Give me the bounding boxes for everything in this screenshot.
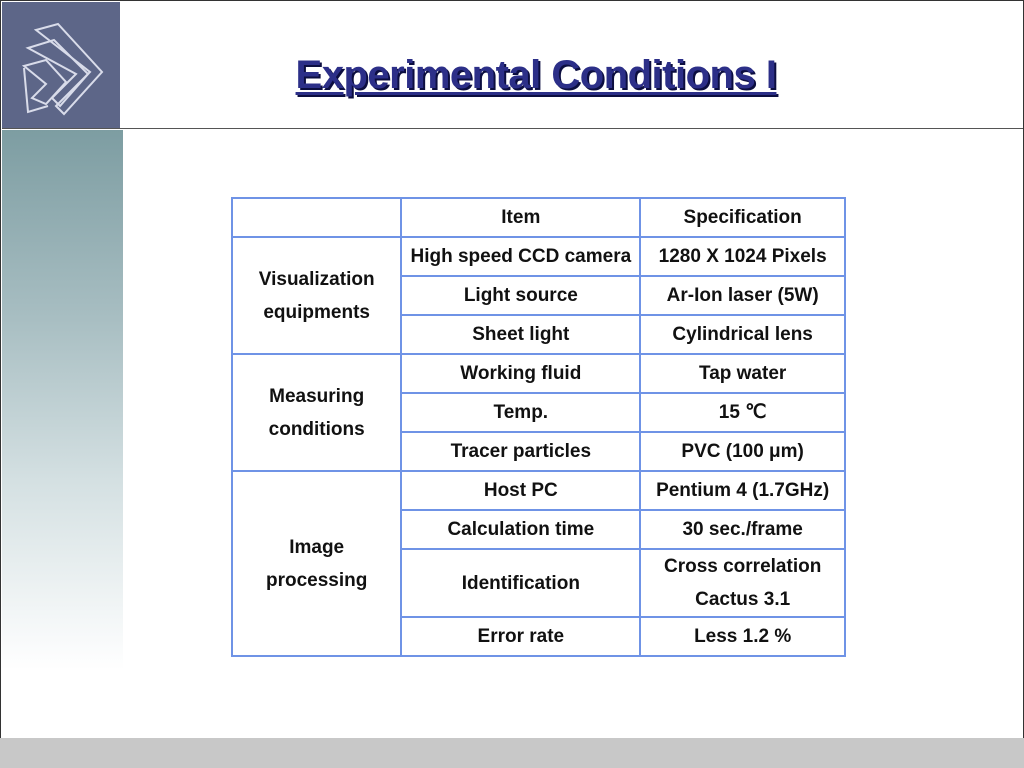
group-label-line: processing (265, 569, 368, 591)
bottom-bar (0, 738, 1024, 768)
item-cell: Tracer particles (401, 432, 640, 471)
spec-line: Cross correlation (663, 556, 822, 577)
table-header-row (232, 198, 845, 237)
header-cell-specification: Specification (640, 198, 845, 237)
spec-cell: Ar-Ion laser (5W) (640, 276, 845, 315)
logo-panel (2, 2, 120, 129)
spec-cell: 15 ℃ (640, 393, 845, 432)
item-cell: Host PC (401, 471, 640, 510)
item-cell: High speed CCD camera (401, 237, 640, 276)
group-label-line: Visualization (258, 268, 375, 290)
left-gradient-band (2, 130, 123, 670)
spec-cell: PVC (100 μm) (640, 432, 845, 471)
group-label-measuring (232, 354, 401, 471)
spec-cell (640, 549, 845, 617)
triangular-chevron-logo-icon (2, 2, 120, 129)
title-divider (2, 128, 1024, 129)
group-label-line: Image (289, 536, 345, 558)
spec-line: Cactus 3.1 (695, 589, 791, 610)
spec-cell: 30 sec./frame (640, 510, 845, 549)
conditions-table (231, 197, 846, 657)
spec-cell: 1280 X 1024 Pixels (640, 237, 845, 276)
slide-title: Experimental Conditions I (295, 53, 777, 97)
group-label-visualization (232, 237, 401, 354)
group-label-image-processing (232, 471, 401, 656)
item-cell: Temp. (401, 393, 640, 432)
group-label-line: conditions (268, 418, 365, 440)
spec-cell: Tap water (640, 354, 845, 393)
item-cell: Working fluid (401, 354, 640, 393)
item-cell: Error rate (401, 617, 640, 656)
header-cell-blank (232, 198, 401, 237)
table-row (232, 354, 845, 393)
spec-cell: Cylindrical lens (640, 315, 845, 354)
item-cell: Identification (401, 549, 640, 617)
item-cell: Sheet light (401, 315, 640, 354)
spec-cell: Less 1.2 % (640, 617, 845, 656)
item-cell: Calculation time (401, 510, 640, 549)
item-cell: Light source (401, 276, 640, 315)
table-row (232, 471, 845, 510)
table-row (232, 237, 845, 276)
group-label-line: equipments (263, 301, 370, 323)
spec-cell: Pentium 4 (1.7GHz) (640, 471, 845, 510)
header-cell-item: Item (401, 198, 640, 237)
group-label-line: Measuring (269, 385, 365, 407)
